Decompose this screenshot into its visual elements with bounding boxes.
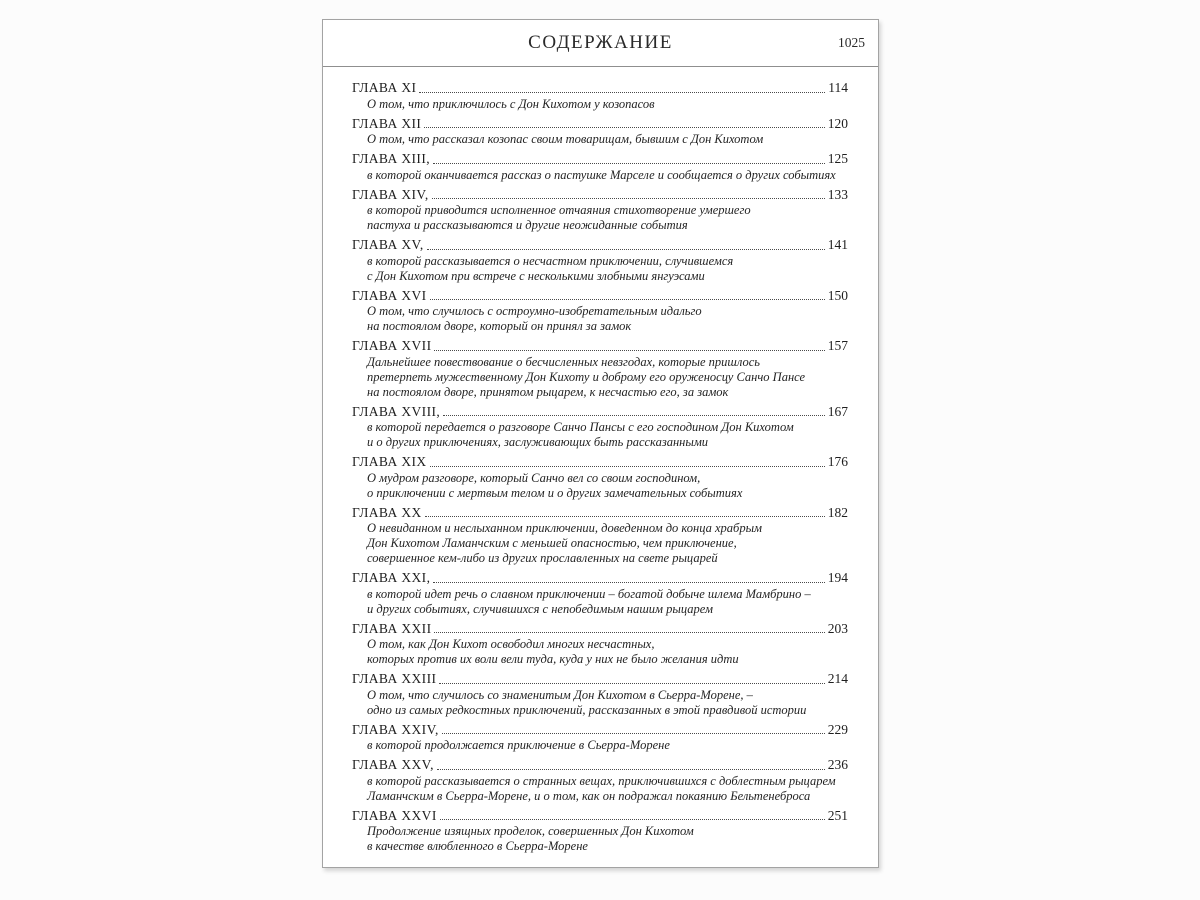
chapter-description	[352, 521, 848, 566]
chapter-description	[352, 774, 848, 804]
toc-entry-row	[352, 403, 848, 421]
chapter-description-line: и других событиях, случившихся с непобедимым нашим рыцарем	[367, 601, 713, 616]
chapter-page-number: 157	[827, 338, 848, 353]
chapter-description-line: с Дон Кихотом при встрече с несколькими злобными янгуэсами	[367, 268, 705, 283]
dotted-leader	[439, 683, 824, 684]
toc-entry-row	[352, 287, 848, 305]
toc-entry	[352, 115, 848, 148]
toc-entry	[352, 287, 848, 335]
chapter-page-number: 120	[827, 115, 848, 131]
chapter-title: ГЛАВА XXIV,	[352, 721, 439, 737]
chapter-page-number: 141	[827, 237, 848, 252]
chapter-description-line: О том, что приключилось с Дон Кихотом у козопасов	[367, 96, 655, 111]
toc-entry-row	[352, 670, 848, 688]
toc-entry-row	[352, 620, 848, 638]
chapter-description-line: претерпеть мужественному Дон Кихоту и доброму его оруженосцу Санчо Пансе	[367, 369, 806, 384]
dotted-leader	[425, 516, 825, 517]
chapter-page-number: 133	[827, 186, 848, 202]
chapter-title: ГЛАВА XXVI	[352, 807, 437, 823]
toc-entry	[352, 569, 848, 617]
chapter-description-line: которых против их воли вели туда, куда у них не было желания идти	[367, 652, 739, 666]
dotted-leader	[430, 299, 825, 300]
chapter-title: ГЛАВА XII	[352, 115, 422, 131]
chapter-description	[352, 355, 848, 400]
dotted-leader	[434, 350, 824, 351]
chapter-description-line: в качестве влюбленного в Сьерра-Морене	[367, 839, 588, 853]
toc-entry-row	[352, 236, 848, 254]
chapter-title: ГЛАВА XIV,	[352, 186, 429, 202]
toc-entry-row	[352, 569, 848, 587]
dotted-leader	[419, 92, 825, 93]
dotted-leader	[432, 198, 825, 199]
chapter-description-line: в которой рассказывается о странных вещах, приключившихся с доблестным рыцарем	[367, 773, 836, 788]
chapter-description-line: Продолжение изящных проделок, совершенных Дон Кихотом	[367, 824, 694, 838]
chapter-description	[352, 168, 848, 183]
chapter-description-line: о приключении с мертвым телом и о других замечательных событиях	[367, 485, 743, 500]
dotted-leader	[424, 127, 824, 128]
toc-entry	[352, 620, 848, 668]
chapter-description-line: О том, что случилось со знаменитым Дон Кихотом в Сьерра-Морене, –	[367, 687, 753, 702]
chapter-description-line: в которой идет речь о славном приключении – богатой добыче шлема Мамбрино –	[367, 586, 811, 601]
chapter-page-number: 203	[827, 620, 848, 636]
dotted-leader	[433, 582, 824, 583]
toc-entry	[352, 236, 848, 284]
toc-entry	[352, 79, 848, 112]
chapter-title: ГЛАВА XXI,	[352, 570, 431, 585]
toc-entry	[352, 504, 848, 567]
chapter-page-number: 150	[827, 287, 848, 303]
chapter-description	[352, 824, 848, 854]
chapter-description-line: О том, что рассказал козопас своим товарищам, бывшим с Дон Кихотом	[367, 132, 764, 146]
chapter-description-line: и о других приключениях, заслуживающих быть рассказанными	[367, 435, 709, 449]
chapter-description-line: на постоялом дворе, который он принял за замок	[367, 319, 632, 333]
chapter-description-line: совершенное кем-либо из других прославленных на свете рыцарей	[367, 551, 718, 565]
chapter-description-line: в которой передается о разговоре Санчо Пансы с его господином Дон Кихотом	[367, 420, 794, 434]
contents-title: СОДЕРЖАНИЕ	[528, 32, 673, 53]
dotted-leader	[440, 819, 825, 820]
chapter-title: ГЛАВА XIX	[352, 454, 427, 469]
chapter-description-line: в которой рассказывается о несчастном приключении, случившемся	[367, 253, 734, 268]
toc-entry	[352, 453, 848, 501]
chapter-title: ГЛАВА XVII	[352, 338, 432, 353]
chapter-description	[352, 637, 848, 667]
dotted-leader	[442, 733, 825, 734]
chapter-description-line: О том, что случилось с остроумно-изобретательным идальго	[367, 304, 702, 318]
chapter-description-line: О мудром разговоре, который Санчо вел со своим господином,	[367, 470, 701, 485]
chapter-description-line: в которой приводится исполненное отчаяния стихотворение умершего	[367, 203, 751, 217]
chapter-description	[352, 420, 848, 450]
chapter-description	[352, 132, 848, 147]
chapter-page-number: 182	[827, 504, 848, 520]
toc-entry-row	[352, 453, 848, 471]
chapter-page-number: 194	[827, 570, 848, 585]
chapter-title: ГЛАВА XXII	[352, 620, 432, 636]
toc-entry	[352, 337, 848, 400]
toc-list	[323, 67, 878, 854]
chapter-description-line: одно из самых редкостных приключений, рассказанных в этой правдивой истории	[367, 702, 807, 717]
book-page	[322, 19, 879, 868]
chapter-title: ГЛАВА XXIII	[352, 671, 437, 686]
toc-entry-row	[352, 150, 848, 168]
dotted-leader	[433, 163, 825, 164]
chapter-description	[352, 254, 848, 284]
chapter-description	[352, 304, 848, 334]
toc-entry-row	[352, 337, 848, 355]
chapter-page-number: 214	[827, 671, 848, 686]
chapter-title: ГЛАВА XV,	[352, 237, 424, 252]
page-header	[323, 20, 878, 67]
chapter-description-line: пастуха и рассказываются и другие неожиданные события	[367, 218, 688, 232]
toc-entry	[352, 186, 848, 234]
toc-entry-row	[352, 115, 848, 133]
toc-entry-row	[352, 807, 848, 825]
chapter-page-number: 125	[827, 151, 848, 166]
chapter-title: ГЛАВА XIII,	[352, 151, 430, 166]
chapter-description-line: Ламанчским в Сьерра-Морене, и о том, как он подражал покаянию Бельтенеброса	[367, 788, 811, 803]
chapter-title: ГЛАВА XVIII,	[352, 403, 441, 419]
toc-entry-row	[352, 504, 848, 522]
chapter-page-number: 229	[827, 721, 848, 737]
chapter-description-line: в которой продолжается приключение в Сьерра-Морене	[367, 738, 670, 752]
chapter-page-number: 176	[827, 454, 848, 469]
toc-entry-row	[352, 186, 848, 204]
toc-entry-row	[352, 756, 848, 774]
toc-entry	[352, 756, 848, 804]
chapter-description-line: Дальнейшее повествование о бесчисленных невзгодах, которые пришлось	[367, 354, 760, 369]
chapter-description-line: О невиданном и неслыханном приключении, доведенном до конца храбрым	[367, 521, 763, 535]
chapter-description	[352, 587, 848, 617]
chapter-description-line: в которой оканчивается рассказ о пастушке Марселе и сообщается о других событиях	[367, 167, 836, 182]
toc-entry	[352, 807, 848, 855]
dotted-leader	[430, 466, 825, 467]
chapter-page-number: 167	[827, 403, 848, 419]
chapter-description	[352, 738, 848, 753]
chapter-page-number: 251	[827, 807, 848, 823]
dotted-leader	[437, 769, 825, 770]
toc-entry	[352, 403, 848, 451]
chapter-page-number: 114	[828, 80, 848, 95]
folio-page-number: 1025	[838, 35, 865, 50]
dotted-leader	[443, 415, 825, 416]
chapter-description	[352, 688, 848, 718]
toc-entry	[352, 670, 848, 718]
toc-entry	[352, 150, 848, 183]
chapter-description	[352, 97, 848, 112]
toc-entry-row	[352, 721, 848, 739]
chapter-title: ГЛАВА XX	[352, 504, 422, 520]
chapter-description	[352, 203, 848, 233]
chapter-description-line: Дон Кихотом Ламанчским с меньшей опасностью, чем приключение,	[367, 536, 737, 550]
dotted-leader	[427, 249, 825, 250]
toc-entry	[352, 721, 848, 754]
chapter-description-line: О том, как Дон Кихот освободил многих несчастных,	[367, 637, 655, 651]
chapter-title: ГЛАВА XI	[352, 80, 417, 95]
chapter-title: ГЛАВА XXV,	[352, 757, 434, 772]
chapter-page-number: 236	[827, 757, 848, 772]
chapter-description-line: на постоялом дворе, принятом рыцарем, к несчастью его, за замок	[367, 384, 729, 399]
chapter-description	[352, 471, 848, 501]
toc-entry-row	[352, 79, 848, 97]
dotted-leader	[434, 632, 824, 633]
chapter-title: ГЛАВА XVI	[352, 287, 427, 303]
